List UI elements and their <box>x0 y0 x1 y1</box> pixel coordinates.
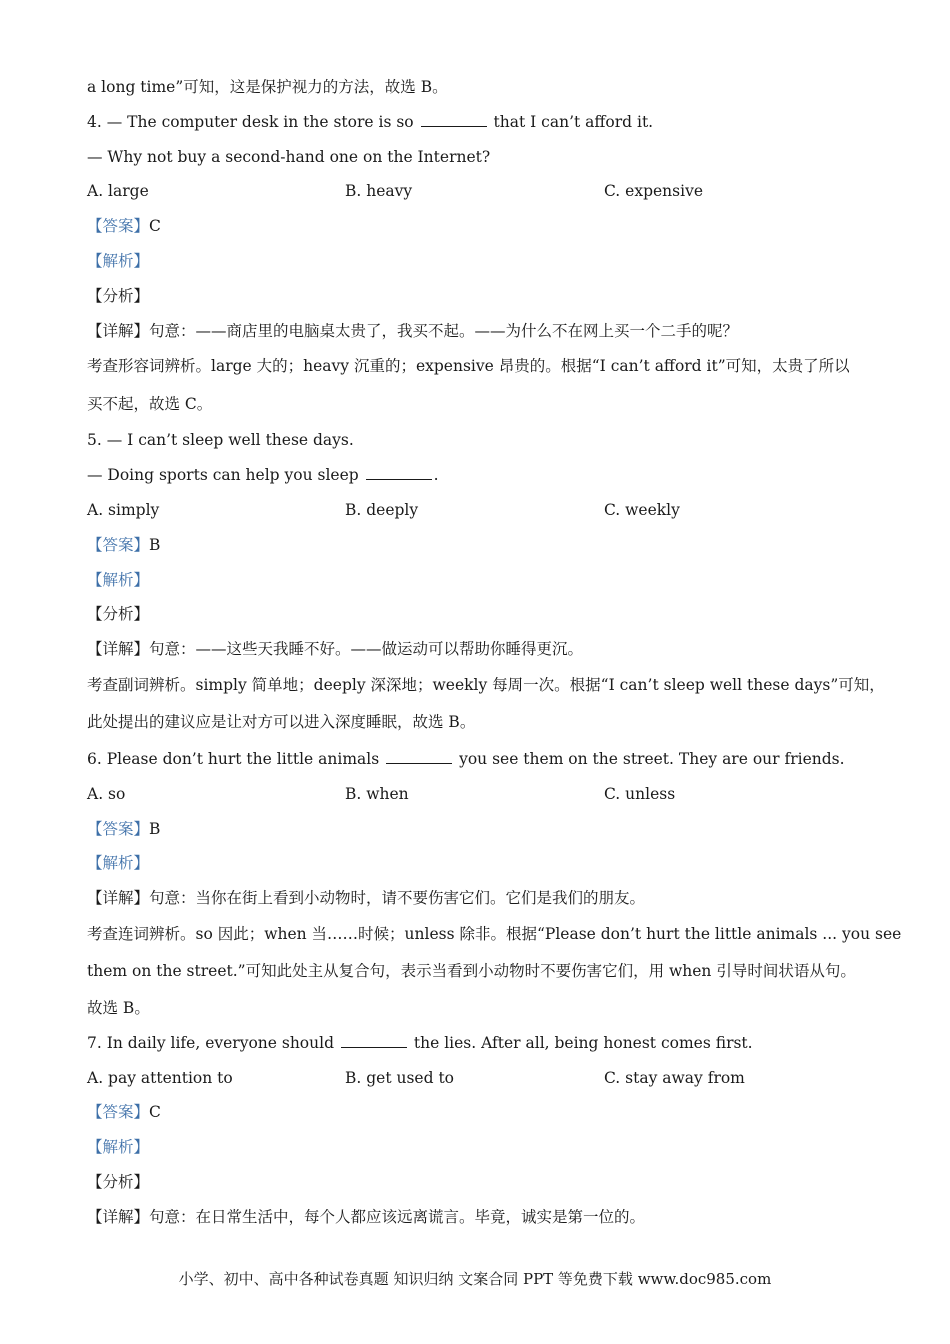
q5-question: 5. — I can’t sleep well these days. <box>87 431 354 450</box>
q4-options <box>87 174 867 209</box>
q7-option-a: A. pay attention to <box>87 1068 233 1087</box>
q7-question <box>87 1026 867 1061</box>
q6-option-b: B. when <box>345 784 409 803</box>
q5-explanation-2: 此处提出的建议应是让对方可以进入深度睡眠，故选 B。 <box>87 713 476 732</box>
q7-option-c: C. stay away from <box>604 1068 745 1087</box>
q6-answer-value: B <box>149 819 161 838</box>
q5-detail-text: 句意：——这些天我睡不好。——做运动可以帮助你睡得更沉。 <box>149 640 584 659</box>
q4-explanation-1: 考查形容词辨析。large 大的；heavy 沉重的；expensive 昂贵的。根据“I can’t afford it”可知，太贵了所以 <box>87 357 850 376</box>
q6-question-post: you see them on the street. They are our friends. <box>459 749 845 768</box>
q5-explanation-1: 考查副词辨析。simply 简单地；deeply 深深地；weekly 每周一次。根据“I can’t sleep well these days”可知， <box>87 675 885 694</box>
q4-fenxi-label: 【分析】 <box>87 286 150 305</box>
q4-answer-label: 【答案】 <box>87 217 150 236</box>
q6-explanation-3: 故选 B。 <box>87 998 150 1017</box>
q6-jiexi-label: 【解析】 <box>87 854 150 873</box>
q5-detail-label: 【详解】 <box>87 640 150 659</box>
q4-option-b: B. heavy <box>345 182 413 201</box>
q4-question-post: that I can’t afford it. <box>493 112 654 131</box>
q4-option-a: A. large <box>87 182 149 201</box>
q5-blank <box>366 465 432 480</box>
q4-option-c: C. expensive <box>604 182 703 201</box>
q4-answer-value: C <box>149 217 161 236</box>
q6-answer-label: 【答案】 <box>87 819 150 838</box>
q7-detail-text: 句意：在日常生活中，每个人都应该远离谎言。毕竟，诚实是第一位的。 <box>149 1207 646 1226</box>
q7-option-b: B. get used to <box>345 1068 455 1087</box>
q5-answer-label: 【答案】 <box>87 535 150 554</box>
q6-question-pre: 6. Please don’t hurt the little animals <box>87 749 380 768</box>
q7-options <box>87 1061 867 1096</box>
q5-fenxi-label: 【分析】 <box>87 605 150 624</box>
q5-reply-pre: — Doing sports can help you sleep <box>87 466 359 485</box>
q7-answer-label: 【答案】 <box>87 1103 150 1122</box>
q6-option-c: C. unless <box>604 784 676 803</box>
q7-question-post: the lies. After all, being honest comes first. <box>413 1033 753 1052</box>
q6-answer <box>87 812 867 847</box>
q5-options <box>87 493 867 528</box>
q5-option-a: A. simply <box>87 500 160 519</box>
q4-jiexi-label: 【解析】 <box>87 251 150 270</box>
q6-option-a: A. so <box>87 784 126 803</box>
q5-jiexi-label: 【解析】 <box>87 570 150 589</box>
q5-reply <box>87 458 867 493</box>
q4-detail-text: 句意：——商店里的电脑桌太贵了，我买不起。——为什么不在网上买一个二手的呢？ <box>149 321 739 340</box>
q6-explanation-1: 考查连词辨析。so 因此；when 当……时候；unless 除非。根据“Please don’t hurt the little animals ... you see <box>87 924 902 943</box>
q7-fenxi-label: 【分析】 <box>87 1172 150 1191</box>
q7-detail <box>87 1200 867 1235</box>
q7-blank <box>341 1033 407 1048</box>
q4-blank <box>421 112 487 127</box>
q5-option-b: B. deeply <box>345 500 419 519</box>
q6-detail-text: 句意：当你在街上看到小动物时，请不要伤害它们。它们是我们的朋友。 <box>149 889 646 908</box>
q4-detail <box>87 314 867 349</box>
q5-answer-value: B <box>149 535 161 554</box>
q5-reply-post: . <box>433 466 439 485</box>
q5-option-c: C. weekly <box>604 500 680 519</box>
q4-question-pre: 4. — The computer desk in the store is so <box>87 112 414 131</box>
q7-jiexi-label: 【解析】 <box>87 1138 150 1157</box>
document-body <box>87 70 902 1235</box>
q7-answer-value: C <box>149 1103 161 1122</box>
q6-detail <box>87 881 867 916</box>
q4-answer <box>87 209 867 244</box>
q4-detail-label: 【详解】 <box>87 321 150 340</box>
q6-blank <box>386 749 452 764</box>
q4-explanation-2: 买不起，故选 C。 <box>87 394 213 413</box>
q6-explanation-2: them on the street.”可知此处主从复合句，表示当看到小动物时不要伤害它们，用 when 引导时间状语从句。 <box>87 962 856 981</box>
q7-detail-label: 【详解】 <box>87 1207 150 1226</box>
q5-detail <box>87 632 867 667</box>
intro-line: a long time”可知，这是保护视力的方法，故选 B。 <box>87 78 448 96</box>
q7-answer <box>87 1095 867 1130</box>
q6-question <box>87 742 867 777</box>
q7-question-pre: 7. In daily life, everyone should <box>87 1033 335 1052</box>
q4-question <box>87 105 867 140</box>
q6-detail-label: 【详解】 <box>87 889 150 908</box>
q6-options <box>87 777 867 812</box>
q4-reply: — Why not buy a second-hand one on the Internet? <box>87 147 491 166</box>
q5-answer <box>87 528 867 563</box>
page-footer: 小学、初中、高中各种试卷真题 知识归纳 文案合同 PPT 等免费下载 www.doc985.com <box>178 1270 772 1288</box>
